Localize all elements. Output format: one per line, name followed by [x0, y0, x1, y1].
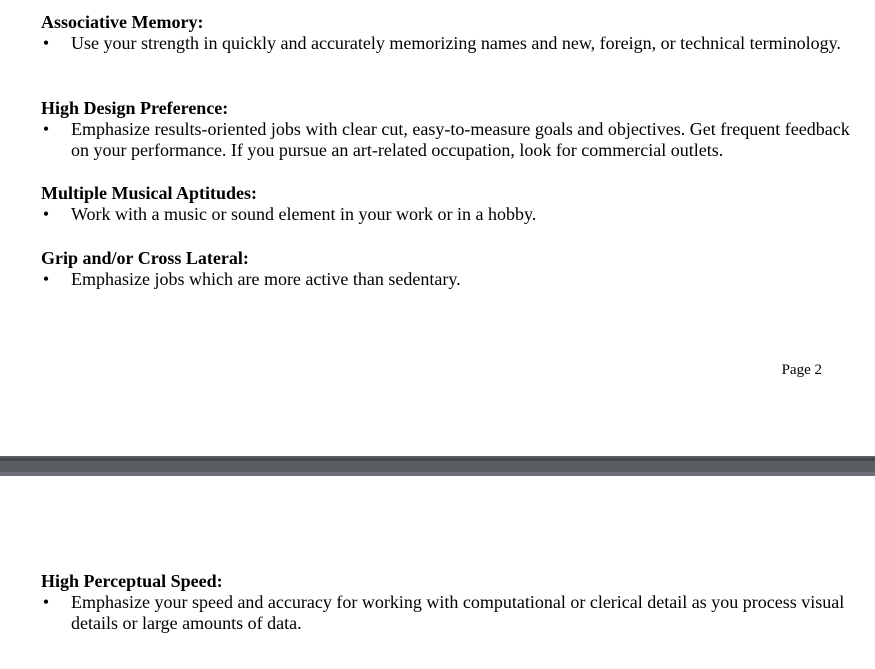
- bullet-item: [41, 119, 855, 161]
- bullet-text: Emphasize results-oriented jobs with clear cut, easy-to-measure goals and objectives. Get frequent feedback on your performance. If you pursue an art-related occupation, look for commercial outlets.: [71, 119, 850, 160]
- section-heading: Associative Memory:: [41, 12, 204, 32]
- bullet-icon: •: [42, 33, 50, 53]
- section-multiple-musical-aptitudes: [41, 183, 855, 225]
- section-heading: Grip and/or Cross Lateral:: [41, 248, 249, 268]
- section-heading: High Perceptual Speed:: [41, 571, 223, 591]
- bullet-list: [41, 269, 855, 290]
- bullet-list: [41, 204, 855, 225]
- bullet-text: Emphasize jobs which are more active than sedentary.: [71, 269, 461, 289]
- bullet-item: [41, 204, 855, 225]
- bullet-text: Use your strength in quickly and accurately memorizing names and new, foreign, or technical terminology.: [71, 33, 841, 53]
- section-heading: High Design Preference:: [41, 98, 229, 118]
- bullet-icon: •: [42, 269, 50, 289]
- separator-shade: [0, 458, 875, 461]
- page-separator: [0, 456, 875, 476]
- bullet-item: [41, 592, 855, 634]
- bullet-icon: •: [42, 119, 50, 139]
- section-grip-cross-lateral: [41, 248, 855, 290]
- section-heading: Multiple Musical Aptitudes:: [41, 183, 258, 203]
- section-high-design-preference: [41, 98, 855, 161]
- section-high-perceptual-speed: [41, 571, 855, 634]
- bullet-list: [41, 33, 855, 54]
- bullet-list: [41, 592, 855, 634]
- bullet-item: [41, 33, 855, 54]
- bullet-text: Emphasize your speed and accuracy for working with computational or clerical detail as you process visual details or large amounts of data.: [71, 592, 845, 633]
- section-associative-memory: [41, 12, 855, 54]
- bullet-icon: •: [42, 592, 50, 612]
- bullet-list: [41, 119, 855, 161]
- page-number: Page 2: [781, 362, 822, 378]
- bullet-item: [41, 269, 855, 290]
- bullet-icon: •: [42, 204, 50, 224]
- document-page-3: [0, 476, 875, 669]
- bullet-text: Work with a music or sound element in your work or in a hobby.: [71, 204, 537, 224]
